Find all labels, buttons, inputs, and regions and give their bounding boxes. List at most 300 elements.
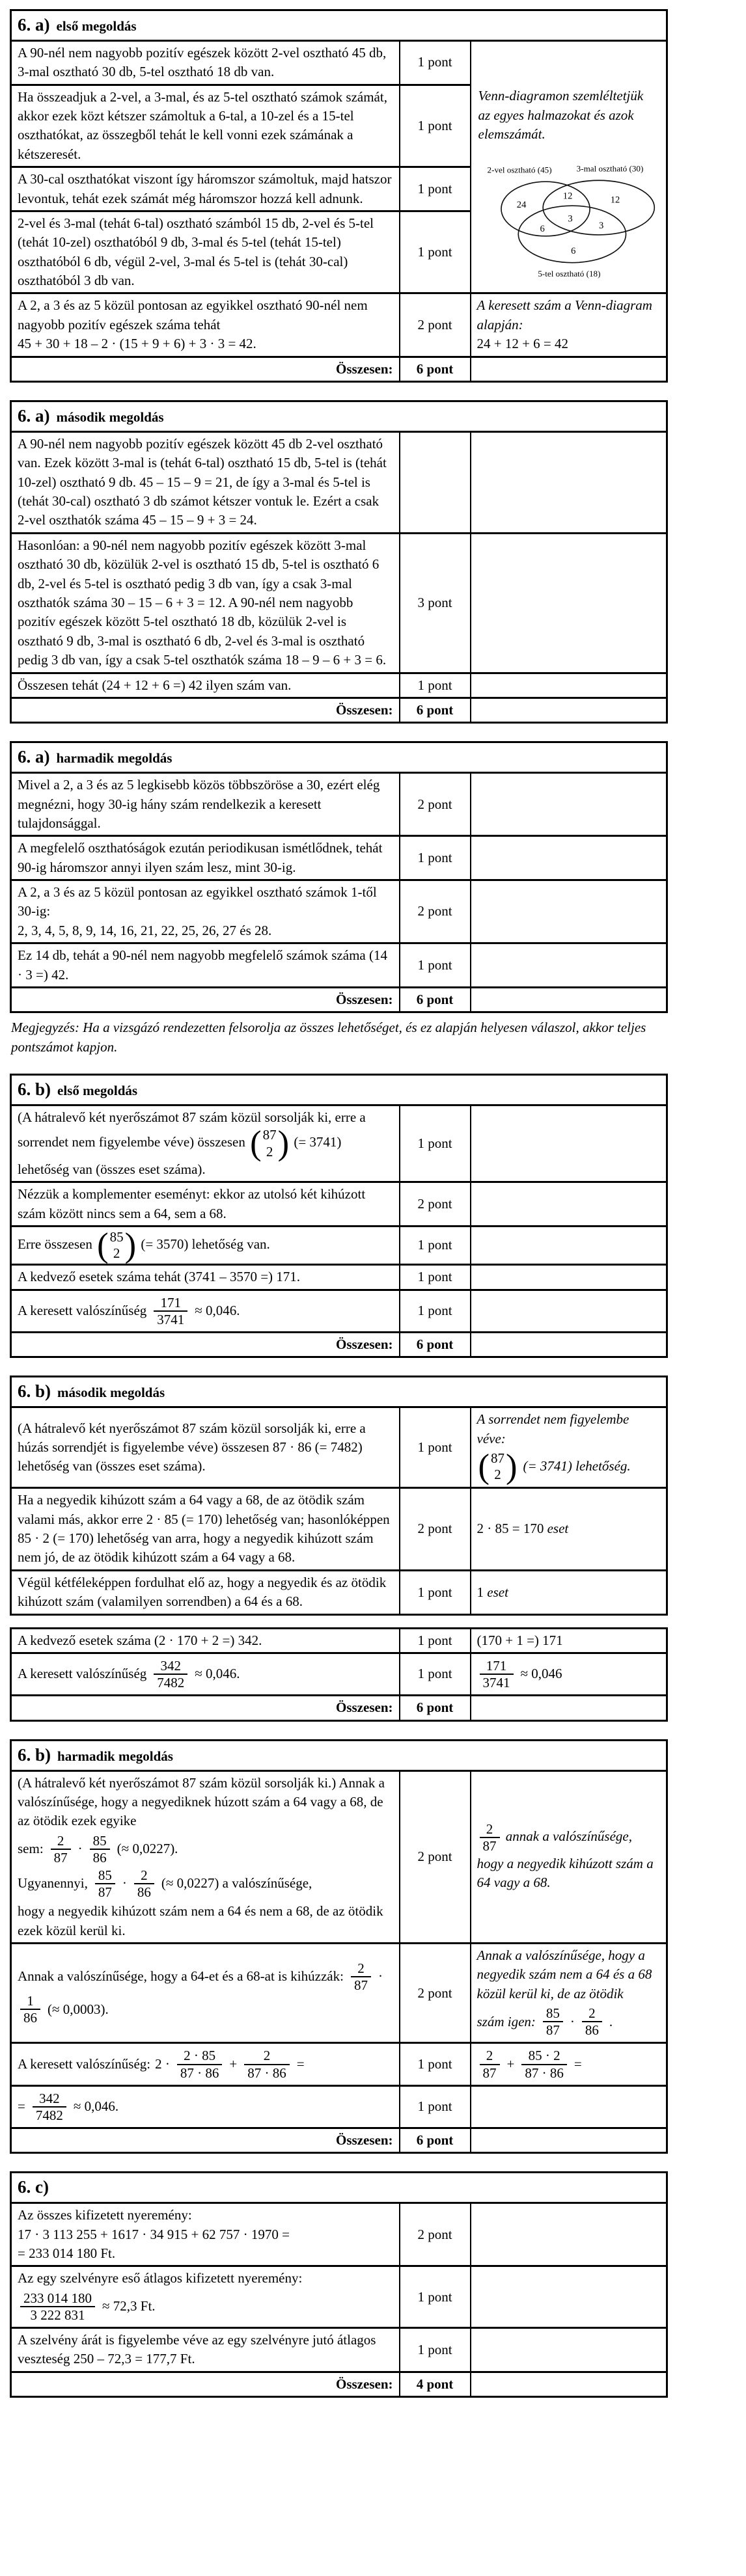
points-value: 1 pont xyxy=(417,2341,452,2357)
answer-text: sem: xyxy=(18,1841,44,1857)
fraction xyxy=(154,1295,187,1327)
section-subtitle: harmadik megoldás xyxy=(56,750,173,766)
binomial xyxy=(478,1450,518,1483)
table-row xyxy=(11,1265,667,1290)
table-row xyxy=(11,1570,667,1614)
points-cell xyxy=(400,431,471,533)
comment-cell xyxy=(471,836,667,880)
points-cell xyxy=(400,211,471,293)
answer-text: (= 3741) lehetőség van (összes eset száma). xyxy=(18,1134,342,1177)
section-subtitle: második megoldás xyxy=(56,409,164,426)
answer-cell xyxy=(11,1653,400,1696)
answer-cell xyxy=(11,2085,400,2128)
points-value: 3 pont xyxy=(417,594,452,610)
table-row xyxy=(11,1944,667,2043)
points-value: 1 pont xyxy=(417,1269,452,1285)
comment-cell xyxy=(471,1628,667,1653)
table-row xyxy=(11,431,667,533)
answer-text: Végül kétféleképpen fordulhat elő az, hogy a negyedik és az ötödik kihúzott szám (valamilyen sorrendben) a 64 és a 68. xyxy=(18,1574,387,1610)
fraction-denominator: 3741 xyxy=(154,1310,187,1327)
comment-cell xyxy=(471,40,667,293)
total-row xyxy=(11,1332,667,1357)
section-number: 6. a) xyxy=(18,15,50,34)
venn-count-only5: 6 xyxy=(570,246,575,257)
answer-cell xyxy=(11,167,400,211)
answer-text: (A hátralevő két nyerőszámot 87 szám közül sorsolják ki, erre a húzás sorrendjét is figyelembe véve) összesen 87 · 86 (= 7482) lehetőség van (összes eset száma). xyxy=(18,1420,366,1474)
fraction-denominator: 3 222 831 xyxy=(20,2306,95,2323)
title-row xyxy=(11,10,667,41)
total-points: 6 pont xyxy=(416,1336,454,1352)
fraction xyxy=(51,1833,71,1865)
points-value: 1 pont xyxy=(417,1135,452,1151)
points-value: 1 pont xyxy=(417,956,452,973)
answer-text: A 2, a 3 és az 5 közül pontosan az egyikkel osztható 90-nél nem nagyobb pozitív egészek száma tehát xyxy=(18,297,368,332)
points-cell xyxy=(400,1944,471,2043)
title-row xyxy=(11,742,667,773)
points-value: 1 pont xyxy=(417,117,452,133)
points-value: 1 pont xyxy=(417,1303,452,1319)
table-title xyxy=(11,401,667,432)
answer-text: A 90-nél nem nagyobb pozitív egészek között 2-vel osztható 45 db, 3-mal osztható 30 db, 5-tel osztható 18 db van. xyxy=(18,44,387,80)
points-cell xyxy=(400,40,471,85)
table-row xyxy=(11,40,667,85)
total-points-cell xyxy=(400,1696,471,1720)
fraction-denominator: 87 xyxy=(351,1976,371,1993)
table-row xyxy=(11,533,667,673)
answer-text: Ugyanennyi, xyxy=(18,1875,88,1891)
answer-text: A 90-nél nem nagyobb pozitív egészek között 45 db 2-vel osztható van. Ezek között 3-mal is (tehát 6-tal) osztható 15 db, 5-tel is (tehát 10-zel) osztható 9 db. 45 – 15 – 9 = 21, de így a 3-mal és 5-tel is (tehát 30-cal) osztható 3 db számot kétszer vontuk le. Ezért a csak 2-vel oszthatók száma 45 – 15 – 9 + 3 = 24. xyxy=(18,435,387,528)
points-cell xyxy=(400,533,471,673)
comment-cell xyxy=(471,943,667,988)
answer-cell xyxy=(11,211,400,293)
answer-cell xyxy=(11,85,400,167)
fraction-numerator: 171 xyxy=(160,1294,182,1310)
answer-cell xyxy=(11,40,400,85)
points-value: 1 pont xyxy=(417,1439,452,1456)
fraction-denominator: 87 xyxy=(51,1849,71,1865)
title-row xyxy=(11,1740,667,1770)
fraction xyxy=(244,2048,290,2080)
fraction-numerator: 342 xyxy=(160,1658,182,1674)
fraction xyxy=(20,1993,40,2026)
operator: = xyxy=(296,2055,305,2072)
table-row xyxy=(11,2203,667,2266)
fraction-denominator: 3741 xyxy=(480,1674,514,1690)
binomial-top: ( 87 xyxy=(262,1127,277,1143)
points-value: 2 pont xyxy=(417,1985,452,2001)
binomial xyxy=(97,1229,136,1262)
answer-text: (≈ 0,0003). xyxy=(48,2001,109,2017)
table-row xyxy=(11,1628,667,1653)
venn-count-center: 3 xyxy=(567,213,573,224)
answer-cell xyxy=(11,773,400,836)
table-row xyxy=(11,293,667,357)
table-row xyxy=(11,2085,667,2128)
total-points-cell xyxy=(400,2128,471,2153)
comment-cell xyxy=(471,1290,667,1332)
table-title xyxy=(11,1377,667,1407)
table-6b-solution2 xyxy=(10,1376,668,1615)
points-cell xyxy=(400,836,471,880)
answer-text: A keresett valószínűség: xyxy=(18,2055,151,2072)
answer-list: 2, 3, 4, 5, 8, 9, 14, 16, 21, 22, 25, 26, 27 és 28. xyxy=(18,922,272,938)
operator: = xyxy=(18,2098,25,2115)
points-cell xyxy=(400,1770,471,1944)
fraction-denominator: 7482 xyxy=(33,2106,66,2123)
comment-cell xyxy=(471,293,667,357)
table-row xyxy=(11,943,667,988)
section-number: 6. c) xyxy=(18,2177,49,2197)
points-cell xyxy=(400,2266,471,2328)
answer-text: A kedvező esetek száma (2 · 170 + 2 =) 342. xyxy=(18,1632,262,1648)
points-cell xyxy=(400,1290,471,1332)
total-points: 6 pont xyxy=(416,1700,454,1716)
binomial-bottom: 2 xyxy=(494,1467,501,1483)
comment-text: annak a valószínűsége, hogy a negyedik kihúzott szám a 64 vagy a 68. xyxy=(477,1828,654,1890)
comment-cell xyxy=(471,431,667,533)
table-6b-solution3 xyxy=(10,1739,668,2154)
answer-cell xyxy=(11,1290,400,1332)
answer-cell xyxy=(11,1226,400,1264)
fraction-numerator: 2 xyxy=(486,1821,493,1837)
points-cell xyxy=(400,85,471,167)
answer-text: ≈ 0,046. xyxy=(195,1666,240,1682)
comment-text: Annak a valószínűsége, hogy a negyedik szám nem a 64 és a 68 közül kerül ki, de az ötödik xyxy=(477,1947,652,2001)
answer-formula: 45 + 30 + 18 – 2 · (15 + 9 + 6) + 3 · 3 = 42. xyxy=(18,336,256,352)
answer-text: Ez 14 db, tehát a 90-nél nem nagyobb megfelelő számok száma (14 · 3 =) 42. xyxy=(18,947,387,983)
comment-text: szám igen: xyxy=(477,2013,536,2029)
fraction xyxy=(480,1821,500,1854)
table-title xyxy=(11,1075,667,1105)
answer-cell xyxy=(11,1265,400,1290)
total-points-cell xyxy=(400,698,471,722)
answer-text: A keresett valószínűség xyxy=(18,1666,147,1682)
total-row xyxy=(11,988,667,1012)
fraction-denominator: 87 · 86 xyxy=(177,2064,223,2081)
venn-label-div3: 3-mal osztható (30) xyxy=(576,163,643,174)
comment-cell xyxy=(471,2203,667,2266)
comment-formula: (170 + 1 =) 171 xyxy=(477,1632,563,1648)
comment-cell xyxy=(471,1182,667,1227)
comment-cell xyxy=(471,988,667,1012)
total-points-cell xyxy=(400,2372,471,2396)
operator: · xyxy=(570,2013,575,2029)
points-cell xyxy=(400,1182,471,1227)
comment-cell xyxy=(471,773,667,836)
title-row xyxy=(11,401,667,432)
answer-cell xyxy=(11,1944,400,2043)
title-row xyxy=(11,2173,667,2203)
comment-text: A keresett szám a Venn-diagram alapján: xyxy=(477,297,652,332)
table-title xyxy=(11,2173,667,2203)
fraction-numerator: 85 xyxy=(98,1867,112,1883)
total-points: 6 pont xyxy=(416,360,454,377)
total-label-cell xyxy=(11,988,400,1012)
fraction xyxy=(154,1658,187,1690)
fraction xyxy=(351,1960,371,1993)
fraction-denominator: 87 xyxy=(543,2021,563,2038)
comment-cell xyxy=(471,1332,667,1357)
answer-text: Hasonlóan: a 90-nél nem nagyobb pozitív egészek között 3-mal osztható 30 db, közülük 2-vel is osztható 15 db, 5-tel is osztható 6 db, 2-vel és 5-tel is osztható pedig 3 db van, így a csak 3-mal oszthatók száma 30 – 15 – 6 + 3 = 12. A 90-nél nem nagyobb pozitív egészek között 5-tel osztható 18 db, közülük 2-vel is osztható 9 db, 3-mal is osztható 6 db, 2-vel és 3-mal is osztható pedig 3 db van, így a csak 5-tel oszthatók száma 18 – 9 – 6 + 3 = 6. xyxy=(18,537,387,668)
total-label: Összesen: xyxy=(336,701,393,718)
points-cell xyxy=(400,1407,471,1488)
answer-text: Az összes kifizetett nyeremény: xyxy=(18,2207,192,2223)
comment-text: A sorrendet nem figyelembe véve: xyxy=(477,1411,629,1446)
points-value: 2 pont xyxy=(417,1849,452,1865)
comment-cell xyxy=(471,1944,667,2043)
table-row xyxy=(11,2266,667,2328)
fraction-denominator: 87 xyxy=(95,1883,115,1900)
total-points: 6 pont xyxy=(416,992,454,1008)
points-cell xyxy=(400,2328,471,2372)
answer-cell xyxy=(11,880,400,943)
comment-formula: ≈ 0,046 xyxy=(520,1666,562,1682)
points-cell xyxy=(400,1653,471,1696)
table-row xyxy=(11,1105,667,1182)
total-row xyxy=(11,357,667,381)
fraction-numerator: 85 xyxy=(92,1832,107,1849)
venn-label-div2: 2-vel osztható (45) xyxy=(487,165,552,175)
answer-text: 2-vel és 3-mal (tehát 6-tal) osztható számból 15 db, 2-vel és 5-tel (tehát 10-zel) oszthatóból 9 db, 3-mal és 5-tel (tehát 15-tel) oszthatóból 6 db, végül 2-vel, 3-mal és 5-tel is (tehát 30-cal) oszthatóból 3 db van. xyxy=(18,215,374,289)
points-cell xyxy=(400,673,471,698)
answer-cell xyxy=(11,533,400,673)
answer-cell xyxy=(11,673,400,698)
points-value: 1 pont xyxy=(417,1237,452,1253)
table-row xyxy=(11,1290,667,1332)
answer-text: (≈ 0,0227). xyxy=(117,1841,178,1857)
table-6c xyxy=(10,2171,668,2398)
comment-cell xyxy=(471,880,667,943)
comment-cell xyxy=(471,2043,667,2085)
fraction-denominator: 87 · 86 xyxy=(521,2064,567,2081)
points-value: 1 pont xyxy=(417,180,452,197)
answer-text: (A hátralevő két nyerőszámot 87 szám közül sorsolják ki, erre a sorrendet nem figyelembe véve) összesen xyxy=(18,1109,366,1150)
points-cell xyxy=(400,1265,471,1290)
total-points: 6 pont xyxy=(416,701,454,718)
comment-cell xyxy=(471,673,667,698)
fraction-denominator: 86 xyxy=(582,2021,602,2038)
answer-formula: 17 · 3 113 255 + 1617 · 34 915 + 62 757 · 1970 = xyxy=(18,2226,290,2242)
comment-cell xyxy=(471,1696,667,1720)
answer-text: A megfelelő oszthatóságok ezután periodikusan ismétlődnek, tehát 90-ig háromszor annyi ilyen szám lesz, mint 30-ig. xyxy=(18,840,383,875)
comment-cell xyxy=(471,2085,667,2128)
total-row xyxy=(11,1696,667,1720)
fraction-numerator: 2 xyxy=(588,2005,596,2022)
points-cell xyxy=(400,1105,471,1182)
venn-count-2and5: 6 xyxy=(540,224,545,235)
venn-label-div5: 5-tel osztható (18) xyxy=(537,269,600,279)
answer-cell xyxy=(11,836,400,880)
total-label: Összesen: xyxy=(336,2132,393,2149)
answer-cell xyxy=(11,1105,400,1182)
table-title xyxy=(11,10,667,41)
table-row xyxy=(11,1182,667,1227)
total-row xyxy=(11,2372,667,2396)
comment-cell xyxy=(471,2328,667,2372)
total-points-cell xyxy=(400,988,471,1012)
venn-caption: Venn-diagramon szemléltetjük az egyes halmazokat és azok elemszámát. xyxy=(478,88,644,142)
answer-cell xyxy=(11,1182,400,1227)
section-subtitle: harmadik megoldás xyxy=(57,1748,173,1764)
answer-formula: = 233 014 180 Ft. xyxy=(18,2245,116,2262)
total-points: 4 pont xyxy=(416,2376,454,2392)
section-subtitle: első megoldás xyxy=(56,18,137,34)
fraction-denominator: 86 xyxy=(20,2009,40,2026)
total-row xyxy=(11,698,667,722)
fraction xyxy=(33,2091,66,2123)
answer-cell xyxy=(11,1628,400,1653)
comment-formula: 1 xyxy=(477,1584,484,1600)
table-row xyxy=(11,2328,667,2372)
comment-cell xyxy=(471,1653,667,1696)
total-label: Összesen: xyxy=(336,992,393,1008)
fraction-denominator: 87 xyxy=(480,2064,500,2081)
fraction xyxy=(543,2005,563,2038)
answer-cell xyxy=(11,1407,400,1488)
answer-text: Erre összesen xyxy=(18,1236,92,1252)
operator: · xyxy=(378,1968,383,1985)
answer-text: A szelvény árát is figyelembe véve az egy szelvényre jutó átlagos veszteség 250 – 72,3 = 177,7 Ft. xyxy=(18,2332,376,2367)
comment-cell xyxy=(471,1265,667,1290)
total-row xyxy=(11,2128,667,2153)
points-cell xyxy=(400,773,471,836)
binomial xyxy=(250,1127,289,1159)
points-value: 1 pont xyxy=(417,2098,452,2115)
table-row xyxy=(11,1226,667,1264)
fraction-numerator: 342 xyxy=(39,2090,60,2106)
fraction-numerator: 2 xyxy=(141,1867,148,1883)
total-label: Összesen: xyxy=(336,2376,393,2392)
points-cell xyxy=(400,1488,471,1571)
table-row xyxy=(11,1770,667,1944)
points-value: 1 pont xyxy=(417,2055,452,2072)
total-label-cell xyxy=(11,698,400,722)
fraction-numerator: 233 014 180 xyxy=(23,2290,92,2306)
answer-cell xyxy=(11,2266,400,2328)
answer-cell xyxy=(11,2203,400,2266)
comment-cell xyxy=(471,1570,667,1614)
points-value: 2 pont xyxy=(417,1195,452,1212)
section-subtitle: második megoldás xyxy=(57,1385,165,1401)
answer-cell xyxy=(11,2043,400,2085)
answer-text: A 30-cal oszthatókat viszont így háromszor számoltuk, majd hatszor levontuk, tehát ezek számát még háromszor hozzá kell adnunk. xyxy=(18,171,392,206)
points-cell xyxy=(400,880,471,943)
answer-cell xyxy=(11,2328,400,2372)
answer-text: Ha a negyedik kihúzott szám a 64 vagy a 68, de az ötödik szám valami más, akkor erre 2 · 85 (= 170) lehetőség van; hasonlóképpen 85 · 2 (= 170) lehetőség van arra, hogy a negyedik kihúzott szám nem jó, de az ötödik kihúzott szám a 64 vagy a 68. xyxy=(18,1492,390,1566)
binomial-bottom: 2 xyxy=(266,1143,273,1159)
answer-text: ≈ 0,046. xyxy=(73,2098,119,2115)
answer-text: hogy a negyedik kihúzott szám nem a 64 és nem a 68, de az ötödik ezek közül kerül ki. xyxy=(18,1903,383,1938)
table-title xyxy=(11,742,667,773)
points-cell xyxy=(400,293,471,357)
total-label-cell xyxy=(11,1696,400,1720)
title-row xyxy=(11,1075,667,1105)
fraction xyxy=(480,2048,500,2080)
title-row xyxy=(11,1377,667,1407)
comment-cell xyxy=(471,2128,667,2153)
answer-cell xyxy=(11,293,400,357)
operator: · xyxy=(77,1841,83,1857)
answer-text: A keresett valószínűség xyxy=(18,1303,147,1319)
points-value: 2 pont xyxy=(417,903,452,919)
venn-diagram xyxy=(477,163,662,281)
fraction-numerator: 171 xyxy=(486,1658,507,1674)
binomial-bottom: 2 xyxy=(113,1245,120,1262)
total-points-cell xyxy=(400,1332,471,1357)
comment-cell xyxy=(471,1226,667,1264)
binomial-top: ( 87 xyxy=(490,1450,504,1466)
table-6a-solution3 xyxy=(10,741,668,1013)
answer-text: (≈ 0,0227) a valószínűsége, xyxy=(161,1875,312,1891)
fraction xyxy=(134,1867,154,1900)
comment-cell xyxy=(471,1105,667,1182)
points-value: 1 pont xyxy=(417,1632,452,1648)
fraction xyxy=(480,1658,514,1690)
table-row xyxy=(11,2043,667,2085)
points-cell xyxy=(400,1628,471,1653)
total-label-cell xyxy=(11,2372,400,2396)
fraction-numerator: 85 xyxy=(546,2005,560,2022)
comment-formula: 2 · 85 = 170 xyxy=(477,1521,544,1537)
points-value: 1 pont xyxy=(417,54,452,70)
fraction xyxy=(20,2290,95,2323)
total-label: Összesen: xyxy=(336,1336,393,1352)
answer-cell xyxy=(11,1770,400,1944)
venn-count-only2: 24 xyxy=(516,200,526,211)
table-title xyxy=(11,1740,667,1770)
table-row xyxy=(11,1407,667,1488)
points-cell xyxy=(400,1570,471,1614)
answer-text: ≈ 0,046. xyxy=(195,1303,240,1319)
examiner-note: Megjegyzés: Ha a vizsgázó rendezetten felsorolja az összes lehetőséget, és ez alapján helyesen válaszol, akkor teljes pontszámot kapjon. xyxy=(11,1020,646,1055)
table-6a-solution1 xyxy=(10,9,668,383)
answer-text: Annak a valószínűsége, hogy a 64-et és a 68-at is kihúzzák: xyxy=(18,1968,344,1985)
fraction xyxy=(177,2048,223,2080)
total-label: Összesen: xyxy=(336,1700,393,1716)
total-label-cell xyxy=(11,1332,400,1357)
answer-cell xyxy=(11,1570,400,1614)
points-value: 1 pont xyxy=(417,244,452,260)
fraction-numerator: 2 xyxy=(357,1960,365,1976)
fraction-numerator: 1 xyxy=(27,1993,34,2009)
answer-text: Ha összeadjuk a 2-vel, a 3-mal, és az 5-tel osztható számok számát, akkor ezek közt kétszer számoltuk a 6-tal, a 10-zel és a 15-tel oszthatókat, az összegből tehát le kell vonni ezek számának a kétszeresét. xyxy=(18,88,387,162)
venn-count-2and3: 12 xyxy=(562,191,572,202)
fraction-denominator: 87 xyxy=(480,1837,500,1854)
points-cell xyxy=(400,167,471,211)
comment-text: (= 3741) lehetőség. xyxy=(523,1458,631,1474)
total-label-cell xyxy=(11,357,400,381)
points-cell xyxy=(400,2043,471,2085)
fraction-denominator: 87 · 86 xyxy=(244,2064,290,2081)
fraction xyxy=(90,1833,110,1865)
total-label-cell xyxy=(11,2128,400,2153)
fraction xyxy=(521,2048,567,2080)
fraction-numerator: 2 xyxy=(263,2048,271,2064)
points-value: 2 pont xyxy=(417,2226,452,2242)
comment-cell xyxy=(471,1407,667,1488)
fraction-numerator: 2 · 85 xyxy=(184,2048,216,2064)
comment-cell xyxy=(471,2372,667,2396)
table-row xyxy=(11,1488,667,1571)
points-value: 2 pont xyxy=(417,1521,452,1537)
table-row xyxy=(11,773,667,836)
section-number: 6. b) xyxy=(18,1381,51,1402)
points-value: 1 pont xyxy=(417,677,452,693)
points-cell xyxy=(400,2203,471,2266)
venn-count-only3: 12 xyxy=(610,195,620,206)
answer-text: (A hátralevő két nyerőszámot 87 szám közül sorsolják ki.) Annak a valószínűsége, hogy a negyediknek húzott szám a 64 vagy a 68, de az ötödik ezek egyike xyxy=(18,1774,385,1829)
points-value: 1 pont xyxy=(417,2288,452,2305)
